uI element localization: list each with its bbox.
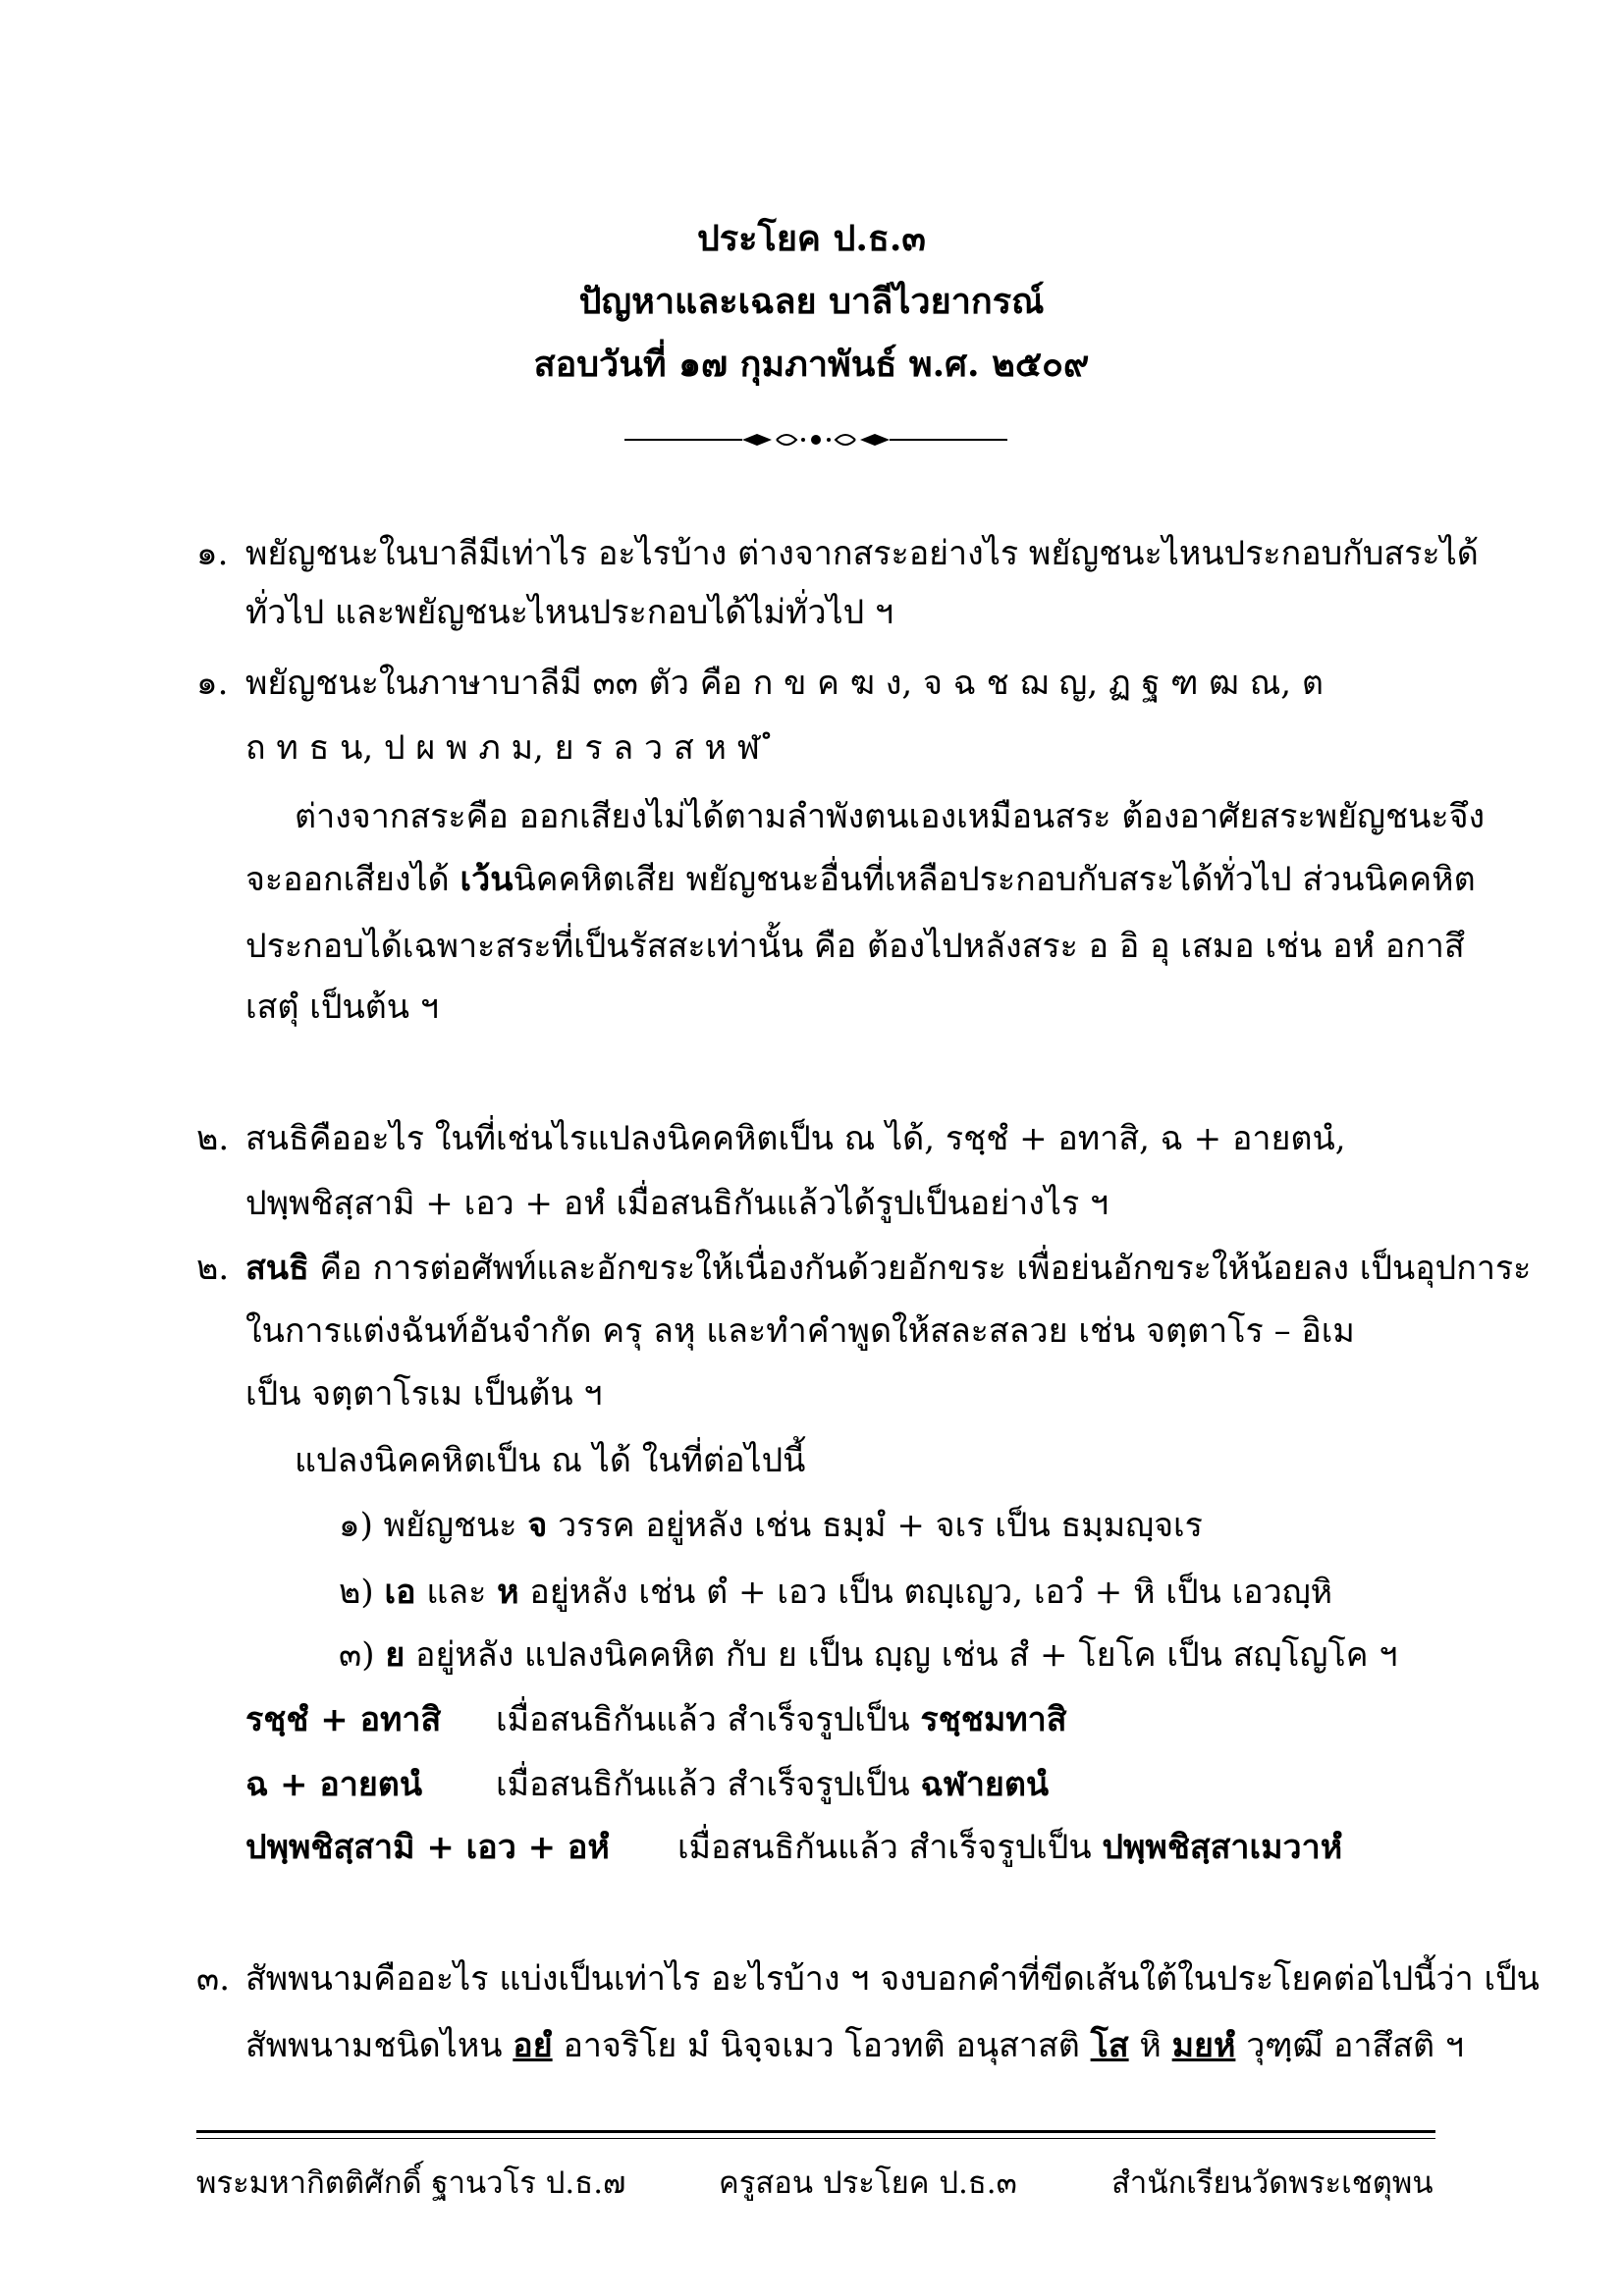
- rule-2: ๒) เอ และ ห อยู่หลัง เช่น ตํ + เอว เป็น ตญฺเญว, เอวํ + หิ เป็น เอวญฺหิ: [339, 1573, 1333, 1612]
- page-subtitle: ปัญหาและเฉลย บาลีไวยากรณ์: [578, 281, 1045, 322]
- answer-1-line: เสตุํ เป็นต้น ฯ: [245, 988, 439, 1027]
- answer-2-number: ๒.: [196, 1249, 230, 1288]
- sandhi-example-1-result: เมื่อสนธิกันแล้ว สำเร็จรูปเป็น รชฺชมทาสิ: [496, 1700, 1067, 1739]
- answer-2-term: สนธิ: [245, 1249, 309, 1288]
- sandhi-example-1: [245, 1698, 441, 1741]
- footer-author: พระมหากิตติศักดิ์ ฐานวโร ป.ธ.๗: [196, 2165, 626, 2201]
- sandhi-example-3: [245, 1826, 610, 1869]
- answer-1-line: พยัญชนะในภาษาบาลีมี ๓๓ ตัว คือ ก ข ค ฆ ง, จ ฉ ช ฌ ญ, ฏ ฐ ฑ ฒ ณ, ต: [245, 664, 1324, 703]
- sandhi-example-2-result: เมื่อสนธิกันแล้ว สำเร็จรูปเป็น ฉฬายตนํ: [496, 1765, 1050, 1804]
- sandhi-example-3-result: เมื่อสนธิกันแล้ว สำเร็จรูปเป็น ปพฺพชิสฺสาเมวาหํ: [677, 1828, 1343, 1867]
- footer-divider: [196, 2130, 1435, 2133]
- question-2-line: สนธิคืออะไร ในที่เช่นไรแปลงนิคคหิตเป็น ณ ได้, รชฺชํ + อทาสิ, ฉ + อายตนํ,: [245, 1119, 1346, 1158]
- question-2-line: ปพฺพชิสฺสามิ + เอว + อหํ เมื่อสนธิกันแล้วได้รูปเป็นอย่างไร ฯ: [245, 1184, 1109, 1223]
- answer-1-line: ต่างจากสระคือ ออกเสียงไม่ได้ตามลำพังตนเองเหมือนสระ ต้องอาศัยสระพยัญชนะจึง: [295, 797, 1486, 836]
- underlined-word: มยหํ: [1171, 2026, 1236, 2065]
- answer-1-emphasis: เว้น: [460, 860, 514, 899]
- question-1-line: ทั่วไป และพยัญชนะไหนประกอบได้ไม่ทั่วไป ฯ: [245, 593, 894, 632]
- page-title: ประโยค ป.ธ.๓: [696, 218, 927, 259]
- question-2-number: ๒.: [196, 1119, 230, 1158]
- answer-1-line: ถ ท ธ น, ป ผ พ ภ ม, ย ร ล ว ส ห ฬ ํ: [245, 728, 772, 768]
- answer-2-line: [245, 1247, 1531, 1290]
- answer-2-text: คือ การต่อศัพท์และอักขระให้เนื่องกันด้วยอักขระ เพื่อย่นอักขระให้น้อยลง เป็นอุปการะ: [308, 1249, 1532, 1288]
- question-3-line: สัพพนามชนิดไหน อยํ อาจริโย มํ นิจฺจเมว โอวทติ อนุสาสติ โส หิ มยหํ วุฑฺฒึ อาสึสติ ฯ: [245, 2026, 1465, 2065]
- answer-2-line: เป็น จตฺตาโรเม เป็นต้น ฯ: [245, 1374, 603, 1414]
- exam-date: สอบวันที่ ๑๗ กุมภาพันธ์ พ.ศ. ๒๕๐๙: [533, 344, 1090, 385]
- answer-1-text: จะออกเสียงได้: [245, 860, 460, 899]
- answer-2-line: แปลงนิคคหิตเป็น ณ ได้ ในที่ต่อไปนี้: [295, 1441, 806, 1480]
- underlined-word: โส: [1090, 2026, 1129, 2065]
- answer-1-line: [245, 858, 1476, 901]
- footer-institution: สำนักเรียนวัดพระเชตุพน: [1111, 2165, 1434, 2201]
- footer-divider: [196, 2138, 1435, 2139]
- question-3-number: ๓.: [196, 1959, 231, 1999]
- footer-course: ครูสอน ประโยค ป.ธ.๓: [719, 2165, 1017, 2201]
- ornament-divider: [624, 428, 1007, 452]
- sandhi-example-2: [245, 1763, 422, 1806]
- question-1-number: ๑.: [196, 534, 229, 573]
- answer-1-line: ประกอบได้เฉพาะสระที่เป็นรัสสะเท่านั้น คือ ต้องไปหลังสระ อ อิ อุ เสมอ เช่น อหํ อกาสึ: [245, 927, 1465, 966]
- question-1-line: พยัญชนะในบาลีมีเท่าไร อะไรบ้าง ต่างจากสระอย่างไร พยัญชนะไหนประกอบกับสระได้: [245, 534, 1479, 573]
- rule-3: ๓) ย อยู่หลัง แปลงนิคคหิต กับ ย เป็น ญฺญ เช่น สํ + โยโค เป็น สญฺโญโค ฯ: [339, 1635, 1398, 1675]
- answer-1-text: นิคคหิตเสีย พยัญชนะอื่นที่เหลือประกอบกับสระได้ทั่วไป ส่วนนิคคหิต: [513, 860, 1476, 899]
- answer-1-number: ๑.: [196, 664, 229, 703]
- example-term: ฉ + อายตนํ: [245, 1765, 423, 1804]
- example-term: ปพฺพชิสฺสามิ + เอว + อหํ: [245, 1828, 610, 1867]
- answer-2-line: ในการแต่งฉันท์อันจำกัด ครุ ลหุ และทำคำพูดให้สละสลวย เช่น จตฺตาโร – อิเม: [245, 1311, 1355, 1351]
- rule-1: ๑) พยัญชนะ จ วรรค อยู่หลัง เช่น ธมฺมํ + จเร เป็น ธมฺมญฺจเร: [339, 1506, 1203, 1545]
- question-3-line: สัพพนามคืออะไร แบ่งเป็นเท่าไร อะไรบ้าง ฯ จงบอกคำที่ขีดเส้นใต้ในประโยคต่อไปนี้ว่า เป็น: [245, 1959, 1540, 1999]
- example-term: รชฺชํ + อทาสิ: [245, 1700, 442, 1739]
- underlined-word: อยํ: [513, 2026, 553, 2065]
